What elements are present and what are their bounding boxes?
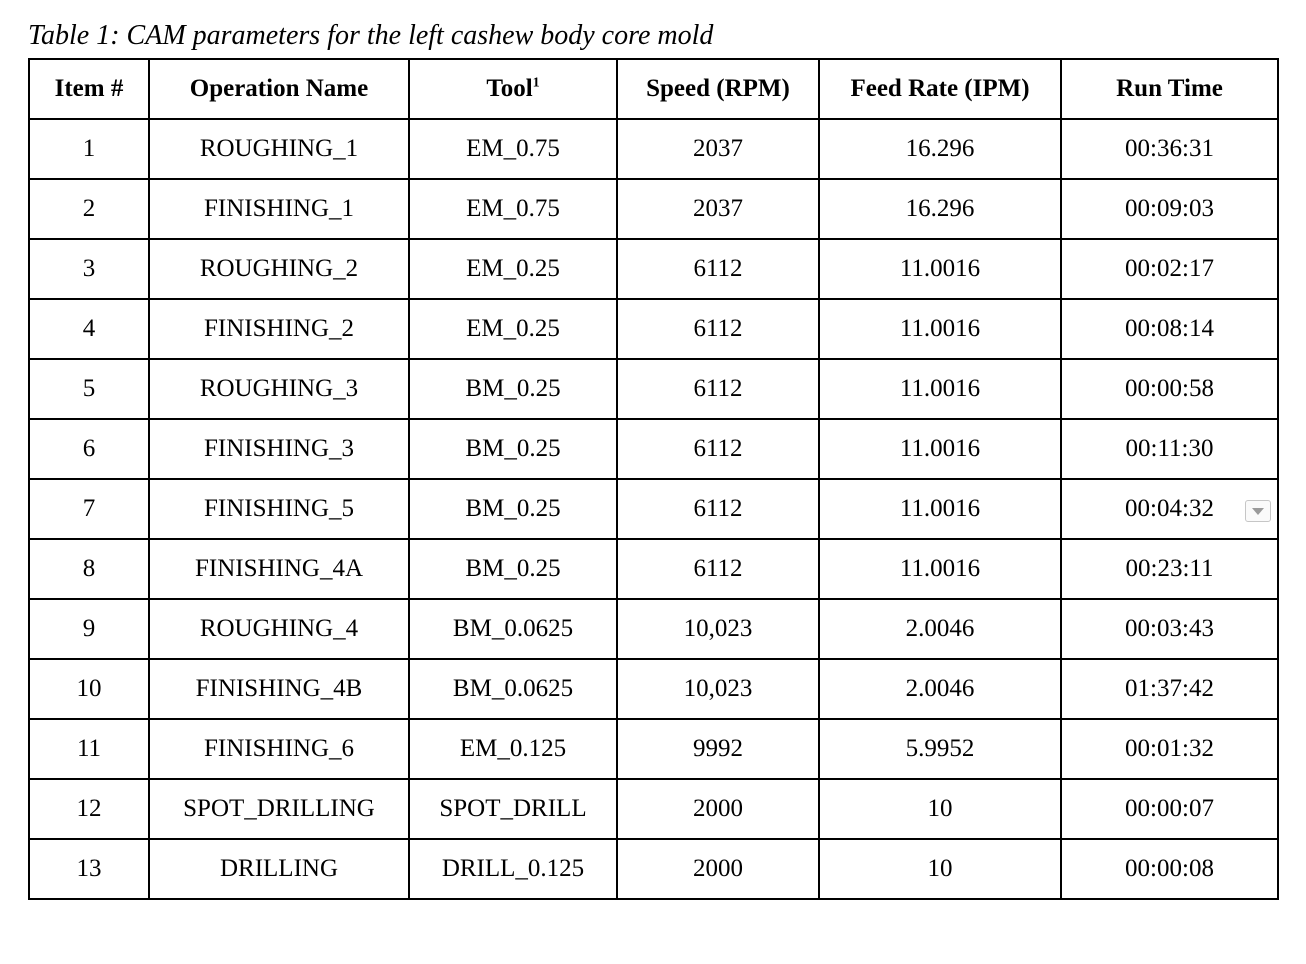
cell-run-time: 00:00:08 [1061,839,1278,899]
cell-speed: 2037 [617,179,819,239]
cell-operation-name: ROUGHING_2 [149,239,409,299]
cell-feed-rate: 11.0016 [819,479,1061,539]
cell-tool: BM_0.25 [409,359,617,419]
cell-operation-name: FINISHING_4B [149,659,409,719]
header-tool-label: Tool [486,75,533,102]
cell-run-time: 00:03:43 [1061,599,1278,659]
cell-operation-name: FINISHING_2 [149,299,409,359]
cell-speed: 6112 [617,479,819,539]
cell-item: 5 [29,359,149,419]
table-row [29,719,1278,779]
header-item: Item # [29,59,149,119]
cell-operation-name: FINISHING_1 [149,179,409,239]
cell-tool: BM_0.25 [409,419,617,479]
cell-run-time: 00:36:31 [1061,119,1278,179]
header-tool [409,59,617,119]
cell-run-time: 00:23:11 [1061,539,1278,599]
cell-operation-name: ROUGHING_4 [149,599,409,659]
cell-tool: SPOT_DRILL [409,779,617,839]
table-body [29,119,1278,899]
cell-tool: DRILL_0.125 [409,839,617,899]
cell-item: 2 [29,179,149,239]
header-run-time: Run Time [1061,59,1278,119]
cell-run-time: 00:00:07 [1061,779,1278,839]
cell-tool: BM_0.0625 [409,599,617,659]
cell-tool: EM_0.25 [409,299,617,359]
cell-feed-rate: 10 [819,779,1061,839]
cell-run-time: 00:09:03 [1061,179,1278,239]
cell-run-time: 00:11:30 [1061,419,1278,479]
cell-speed: 9992 [617,719,819,779]
cell-tool: EM_0.25 [409,239,617,299]
cell-speed: 6112 [617,239,819,299]
cell-speed: 6112 [617,419,819,479]
cell-feed-rate: 2.0046 [819,659,1061,719]
cell-tool: BM_0.0625 [409,659,617,719]
cell-feed-rate: 16.296 [819,179,1061,239]
cell-run-time: 00:00:58 [1061,359,1278,419]
header-feed-rate: Feed Rate (IPM) [819,59,1061,119]
cell-run-time: 00:01:32 [1061,719,1278,779]
cell-speed: 10,023 [617,599,819,659]
cell-speed: 2000 [617,779,819,839]
cell-operation-name: FINISHING_4A [149,539,409,599]
cell-item: 7 [29,479,149,539]
cell-speed: 6112 [617,539,819,599]
cell-feed-rate: 11.0016 [819,359,1061,419]
cell-feed-rate: 16.296 [819,119,1061,179]
cell-tool: EM_0.75 [409,179,617,239]
cell-speed: 10,023 [617,659,819,719]
cell-feed-rate: 11.0016 [819,539,1061,599]
cell-speed: 2037 [617,119,819,179]
cell-feed-rate: 10 [819,839,1061,899]
cell-speed: 2000 [617,839,819,899]
cell-operation-name: FINISHING_5 [149,479,409,539]
cell-speed: 6112 [617,359,819,419]
tool-footnote-marker: 1 [532,75,540,91]
cell-tool: BM_0.25 [409,479,617,539]
cell-item: 10 [29,659,149,719]
cell-operation-name: SPOT_DRILLING [149,779,409,839]
table-caption: Table 1: CAM parameters for the left cashew body core mold [28,20,714,51]
cell-item: 8 [29,539,149,599]
cell-feed-rate: 11.0016 [819,419,1061,479]
cell-operation-name: ROUGHING_1 [149,119,409,179]
table-row [29,239,1278,299]
cell-item: 11 [29,719,149,779]
table-row [29,539,1278,599]
table-row [29,419,1278,479]
cell-item: 6 [29,419,149,479]
cell-feed-rate: 11.0016 [819,239,1061,299]
cell-tool: EM_0.75 [409,119,617,179]
cell-run-time: 00:08:14 [1061,299,1278,359]
cell-tool: BM_0.25 [409,539,617,599]
cell-run-time: 01:37:42 [1061,659,1278,719]
chevron-down-icon[interactable] [1245,500,1271,522]
cell-run-time: 00:04:32 [1061,479,1278,539]
table-row [29,779,1278,839]
cell-feed-rate: 5.9952 [819,719,1061,779]
cell-operation-name: FINISHING_6 [149,719,409,779]
cell-run-time: 00:02:17 [1061,239,1278,299]
table-row [29,359,1278,419]
cell-speed: 6112 [617,299,819,359]
cell-tool: EM_0.125 [409,719,617,779]
table-row [29,299,1278,359]
cell-item: 3 [29,239,149,299]
header-operation-name: Operation Name [149,59,409,119]
cell-feed-rate: 2.0046 [819,599,1061,659]
header-row [29,59,1278,119]
table-row [29,659,1278,719]
cell-operation-name: FINISHING_3 [149,419,409,479]
cell-item: 13 [29,839,149,899]
cell-item: 4 [29,299,149,359]
cell-item: 9 [29,599,149,659]
cell-operation-name: ROUGHING_3 [149,359,409,419]
cell-item: 12 [29,779,149,839]
cell-feed-rate: 11.0016 [819,299,1061,359]
header-speed: Speed (RPM) [617,59,819,119]
table-row [29,179,1278,239]
cell-operation-name: DRILLING [149,839,409,899]
table-row [29,839,1278,899]
table-row [29,599,1278,659]
table-row [29,119,1278,179]
cam-parameters-table [28,58,1279,900]
cell-item: 1 [29,119,149,179]
table-row [29,479,1278,539]
